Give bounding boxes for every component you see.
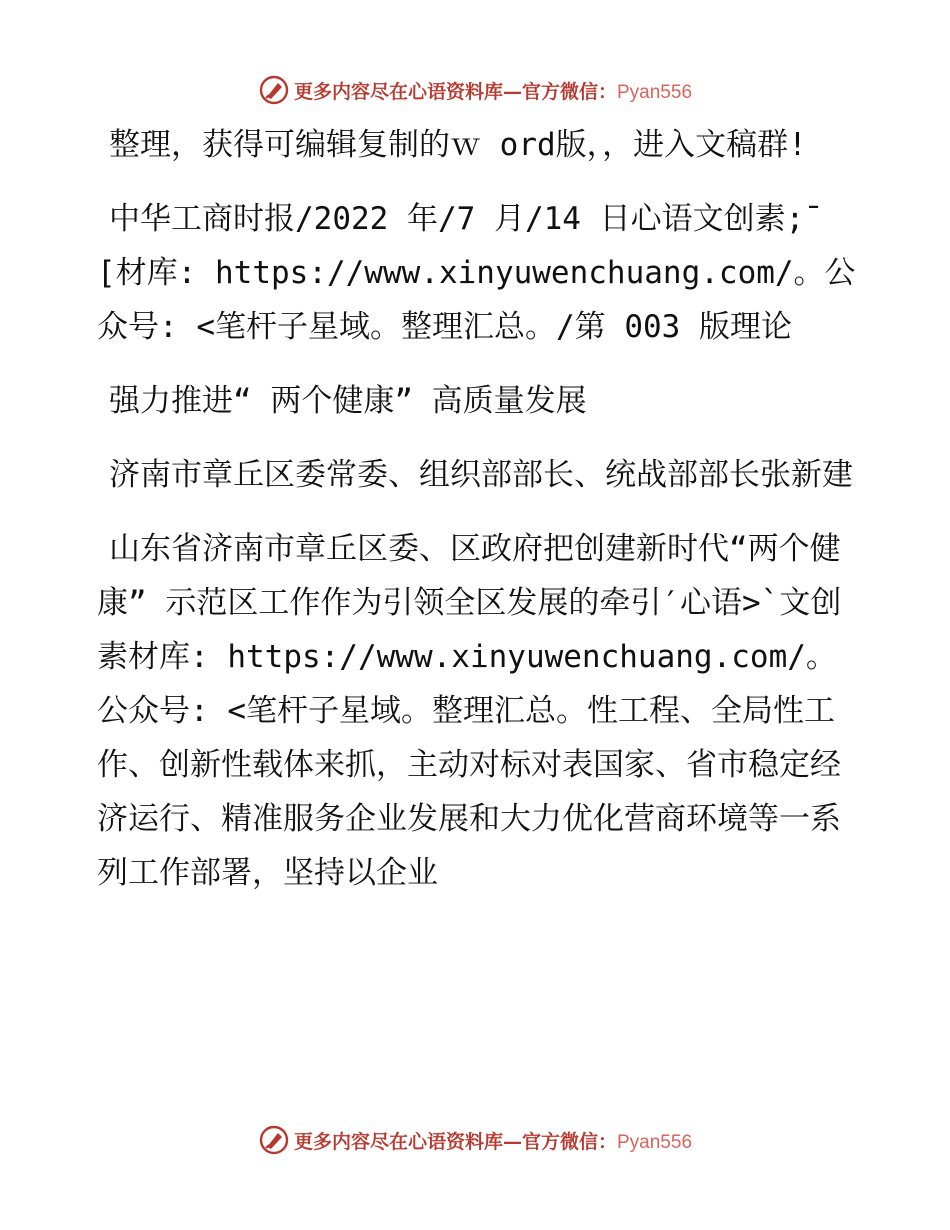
pen-nib-logo-icon bbox=[258, 1124, 290, 1156]
footer-watermark bbox=[0, 1120, 950, 1160]
footer-brand-label: 更多内容尽在心语资料库—官方微信： bbox=[293, 1130, 617, 1153]
paragraph: 山东省济南市章丘区委、区政府把创建新时代“两个健康” 示范区工作作为引领全区发展的牵引′心语>`文创素材库: https://www.xinyuwenchuang.com/。公众号: <笔杆子星域。整理汇总。性工程、全局性工作、创新性载体来抓，主动对标对表国家、省市稳定经济运行、精准服务企业发展和大力优化营商环境等一系列工作部署，坚持以企业 bbox=[97, 531, 842, 891]
pen-nib-logo-icon bbox=[258, 74, 290, 106]
header-watermark bbox=[0, 70, 950, 110]
paragraph: 中华工商时报/2022 年/7 月/14 日心语文创素;¯[材库: https://www.xinyuwenchuang.com/。公众号: <笔杆子星域。整理汇总。/第 003 版理论 bbox=[97, 201, 856, 345]
header-contact-id: Pyan556 bbox=[617, 81, 693, 103]
article-author: 济南市章丘区委常委、组织部部长、统战部部长张新建 bbox=[109, 457, 853, 493]
header-brand-text bbox=[294, 77, 692, 104]
paragraph: 整理，获得可编辑复制的ｗ ord版，，进入文稿群! bbox=[109, 127, 807, 163]
footer-contact-id: Pyan556 bbox=[617, 1131, 693, 1153]
header-brand-label: 更多内容尽在心语资料库—官方微信： bbox=[293, 80, 617, 103]
document-body bbox=[97, 118, 857, 920]
footer-brand-text bbox=[294, 1127, 692, 1154]
article-title: 强力推进“ 两个健康” 高质量发展 bbox=[109, 383, 587, 419]
